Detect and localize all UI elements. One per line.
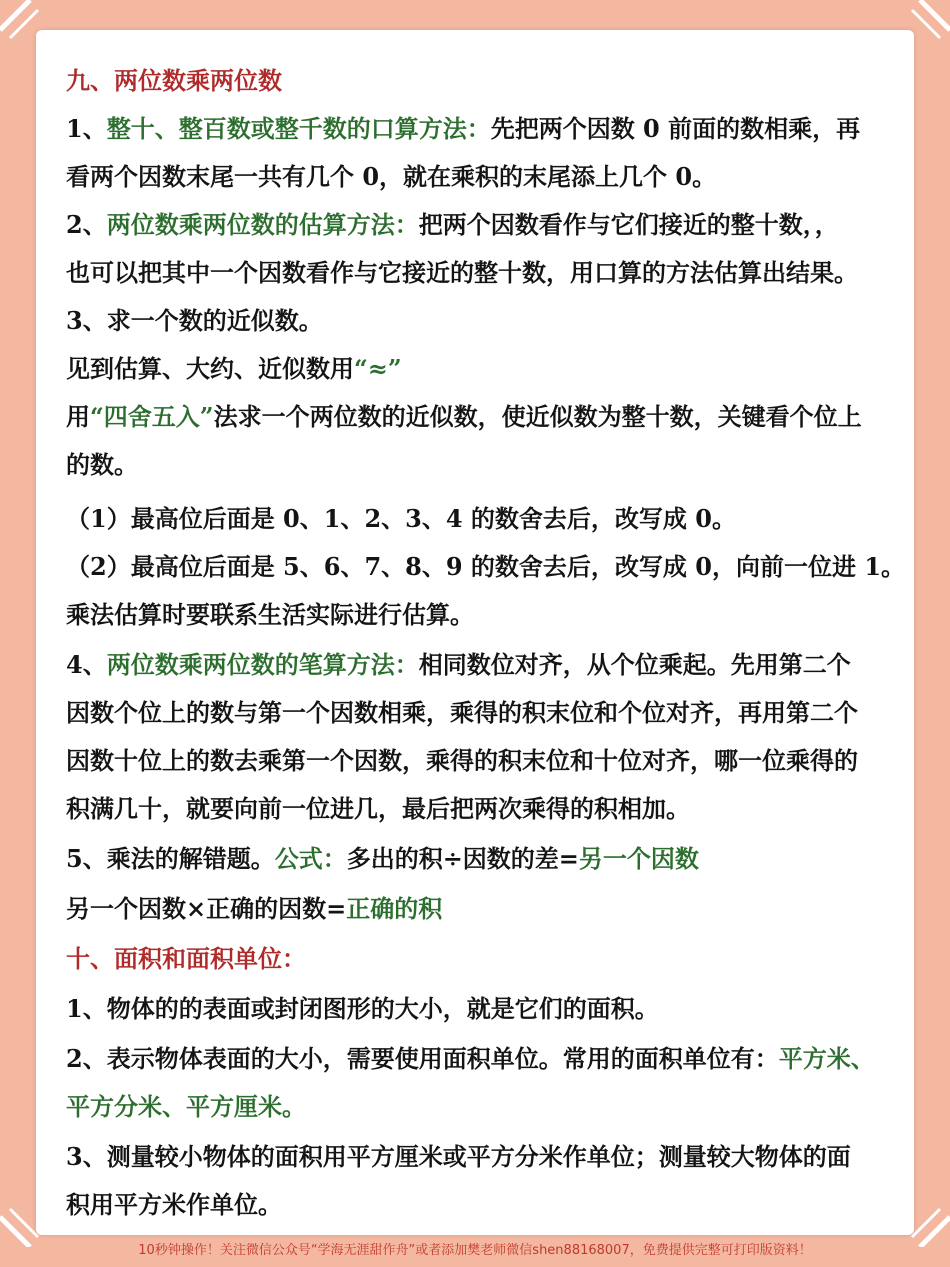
paragraph-line: 1、物体的的表面或封闭图形的大小，就是它们的面积。 <box>66 994 659 1023</box>
corner-ribbon-icon <box>890 0 950 60</box>
item-text: 相同数位对齐，从个位乘起。先用第二个 <box>418 650 851 679</box>
item-label: “四舍五入” <box>90 402 214 431</box>
corner-ribbon-icon <box>0 0 60 60</box>
paragraph-line: 看两个因数末尾一共有几个 0，就在乘积的末尾添上几个 0。 <box>66 162 717 191</box>
paragraph-line: 平方分米、平方厘米。 <box>66 1092 306 1121</box>
item-label: 平方米、 <box>778 1044 875 1073</box>
item-text: 法求一个两位数的近似数，使近似数为整十数，关键看个位上 <box>213 402 862 431</box>
item-text: 把两个因数看作与它们接近的整十数，， <box>418 210 839 239</box>
paragraph-line <box>66 650 851 680</box>
item-text: 5、乘法的解错题。 <box>66 844 275 873</box>
paragraph-line: 因数个位上的数与第一个因数相乘，乘得的积末位和个位对齐，再用第二个 <box>66 698 858 727</box>
item-label: 另一个因数 <box>578 844 699 873</box>
item-text: 先把两个因数 0 前面的数相乘，再 <box>490 114 861 143</box>
item-label: 正确的积 <box>346 894 443 923</box>
paragraph-line <box>66 1044 875 1074</box>
approx-symbol: “≈” <box>354 354 402 383</box>
item-number: 4、 <box>66 650 107 679</box>
paragraph-line <box>66 844 699 874</box>
item-number: 1、 <box>66 114 107 143</box>
rule-line: （2）最高位后面是 5、6、7、8、9 的数舍去后，改写成 0，向前一位进 1。 <box>66 552 906 581</box>
paragraph-line <box>66 114 860 144</box>
paragraph-line: 因数十位上的数去乘第一个因数，乘得的积末位和十位对齐，哪一位乘得的 <box>66 746 858 775</box>
item-label: 公式： <box>274 844 347 873</box>
rule-line: （1）最高位后面是 0、1、2、3、4 的数舍去后，改写成 0。 <box>66 504 736 533</box>
paragraph-line: 3、测量较小物体的面积用平方厘米或平方分米作单位；测量较大物体的面 <box>66 1142 851 1171</box>
section-title: 十、面积和面积单位： <box>66 944 306 973</box>
item-text: 用 <box>66 402 90 431</box>
paragraph-line: 3、求一个数的近似数。 <box>66 306 323 335</box>
paragraph-line: 的数。 <box>66 450 138 479</box>
paragraph-line: 乘法估算时要联系生活实际进行估算。 <box>66 600 474 629</box>
item-text: 另一个因数×正确的因数= <box>66 894 347 923</box>
paragraph-line: 积满几十，就要向前一位进几，最后把两次乘得的积相加。 <box>66 794 690 823</box>
item-label: 整十、整百数或整千数的口算方法： <box>106 114 491 143</box>
paragraph-line <box>66 210 839 240</box>
item-text: 见到估算、大约、近似数用 <box>66 354 354 383</box>
footer-banner: 10秒钟操作！关注微信公众号“学海无涯甜作舟”或者添加樊老师微信shen88168007，免费提供完整可打印版资料！ <box>138 1243 812 1258</box>
item-label: 两位数乘两位数的估算方法： <box>106 210 419 239</box>
paragraph-line <box>66 894 442 924</box>
paragraph-line: 也可以把其中一个因数看作与它接近的整十数，用口算的方法估算出结果。 <box>66 258 858 287</box>
section-title: 九、两位数乘两位数 <box>66 66 282 95</box>
item-text: 2、表示物体表面的大小，需要使用面积单位。常用的面积单位有： <box>66 1044 779 1073</box>
item-label: 两位数乘两位数的笔算方法： <box>106 650 419 679</box>
paragraph-line <box>66 402 862 432</box>
paragraph-line: 积用平方米作单位。 <box>66 1190 282 1219</box>
item-number: 2、 <box>66 210 107 239</box>
item-text: 多出的积÷因数的差= <box>346 844 579 873</box>
paragraph-line <box>66 354 402 384</box>
